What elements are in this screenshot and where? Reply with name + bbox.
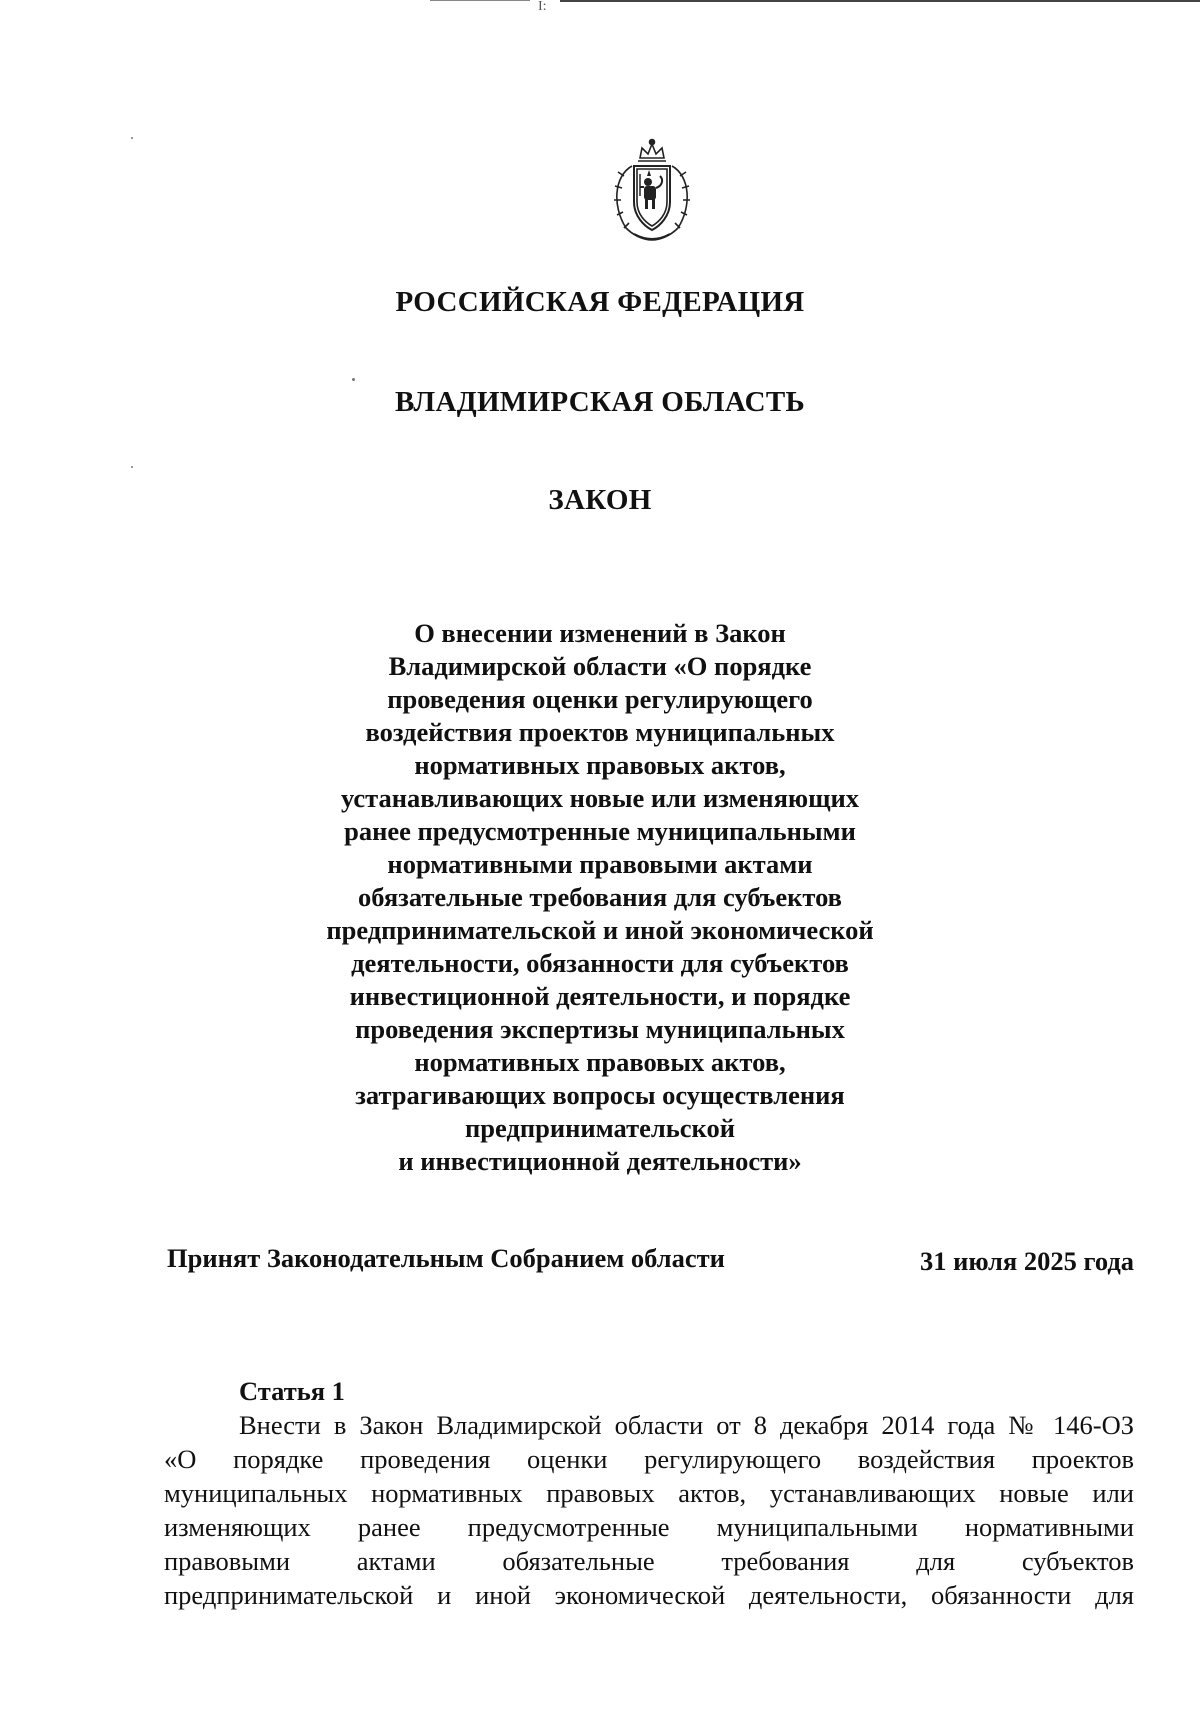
article-line: предпринимательской и иной экономической деятельности, обязанности для (164, 1580, 1134, 1610)
law-title (300, 617, 900, 1178)
article-heading: Статья 1 (239, 1376, 345, 1406)
title-line: нормативными правовыми актами (387, 849, 813, 879)
title-line: Владимирской области «О порядке (388, 651, 812, 681)
country-heading: РОССИЙСКАЯ ФЕДЕРАЦИЯ (395, 286, 805, 318)
title-line: нормативных правовых актов, (414, 1047, 786, 1077)
title-line: ранее предусмотренные муниципальными (344, 816, 856, 846)
coat-of-arms-icon (604, 136, 700, 246)
region-heading: ВЛАДИМИРСКАЯ ОБЛАСТЬ (395, 386, 805, 418)
title-line: затрагивающих вопросы осуществления (355, 1080, 845, 1110)
article-line: Внести в Закон Владимирской области от 8 декабря 2014 года № 146-ОЗ (239, 1410, 1134, 1440)
title-line: деятельности, обязанности для субъектов (351, 948, 849, 978)
title-line: и инвестиционной деятельности» (398, 1146, 802, 1176)
article-body (164, 1408, 1134, 1612)
title-line: О внесении изменений в Закон (414, 618, 786, 648)
article-line: изменяющих ранее предусмотренные муниципальными нормативными (164, 1512, 1134, 1542)
scan-speck (131, 466, 133, 468)
title-line: проведения оценки регулирующего (387, 684, 813, 714)
title-line: обязательные требования для субъектов (358, 882, 842, 912)
scan-speck (131, 137, 133, 139)
title-line: предпринимательской и иной экономической (326, 915, 874, 945)
scan-edge-line (430, 0, 530, 1)
article-line: правовыми актами обязательные требования для субъектов (164, 1546, 1134, 1576)
title-line: нормативных правовых актов, (414, 750, 786, 780)
title-line: воздействия проектов муниципальных (365, 717, 835, 747)
scan-edge-line (560, 0, 1200, 2)
article-line: «О порядке проведения оценки регулирующего воздействия проектов (164, 1444, 1134, 1474)
article-line: муниципальных нормативных правовых актов, устанавливающих новые или (164, 1478, 1134, 1508)
adoption-label: Принят Законодательным Собранием области (167, 1243, 725, 1273)
title-line: проведения экспертизы муниципальных (355, 1014, 845, 1044)
scan-speck (352, 378, 355, 381)
scan-mark: I: (538, 0, 547, 14)
title-line: инвестиционной деятельности, и порядке (349, 981, 851, 1011)
title-line: устанавливающих новые или изменяющих (340, 783, 860, 813)
document-type-heading: ЗАКОН (548, 484, 652, 516)
adoption-date: 31 июля 2025 года (920, 1246, 1134, 1276)
title-line: предпринимательской (465, 1113, 735, 1143)
